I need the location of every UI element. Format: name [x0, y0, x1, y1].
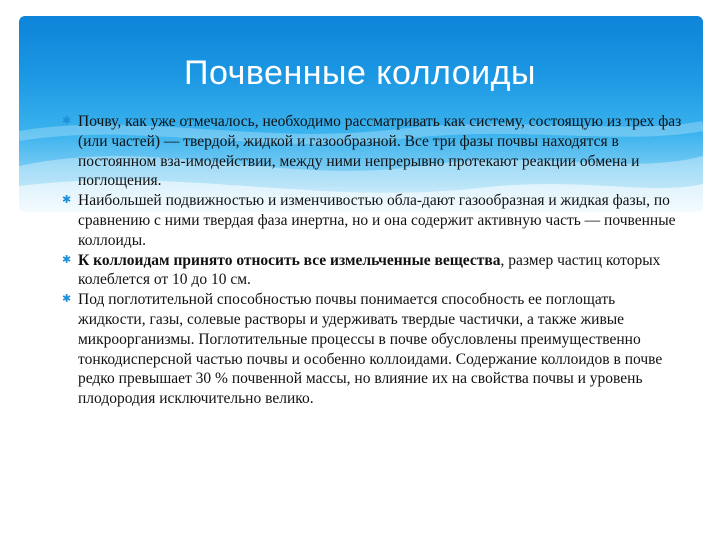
- paragraph-absorption: [64, 290, 684, 409]
- definition-bold-text: К коллоидам принято относить все измельченные вещества: [78, 251, 501, 269]
- paragraph-text: Под поглотительной способностью почвы понимается способность ее поглощать жидкости, газы, солевые растворы и удерживать твердые частички, а также живые микроорганизмы. Поглотительные процессы в почве обусловлены преимущественно тонкодисперсной частью почвы и особенно коллоидами. Содержание коллоидов в почве редко превышает 30 % почвенной массы, но влияние их на свойства почвы и уровень плодородия исключительно велико.: [78, 291, 663, 408]
- paragraph-colloid-definition: [64, 251, 684, 291]
- slide-body: [64, 112, 684, 409]
- paragraph-text: Наибольшей подвижностью и изменчивостью обла-дают газообразная и жидкая фазы, по сравнению с ними твердая фаза инертна, но и она содержит активную часть — почвенные коллоиды.: [78, 192, 676, 249]
- paragraph-mobility: [64, 191, 684, 250]
- paragraph-text: Почву, как уже отмечалось, необходимо рассматривать как систему, состоящую из трех фаз (или частей) — твердой, жидкой и газообразной. Все три фазы почвы находятся в постоянном вза-имодействии, между ними непрерывно протекают реакции обмена и поглощения.: [78, 113, 682, 190]
- star-bullet-icon: ✱: [62, 253, 72, 266]
- paragraph-phases: [64, 112, 684, 191]
- slide-title: Почвенные коллоиды: [184, 54, 536, 92]
- star-bullet-icon: ✱: [62, 293, 72, 306]
- star-bullet-icon: ✱: [62, 115, 72, 127]
- paragraph-text: , размер частиц которых колеблется от 10 до 10 см.: [78, 251, 661, 289]
- star-bullet-icon: ✱: [62, 194, 72, 207]
